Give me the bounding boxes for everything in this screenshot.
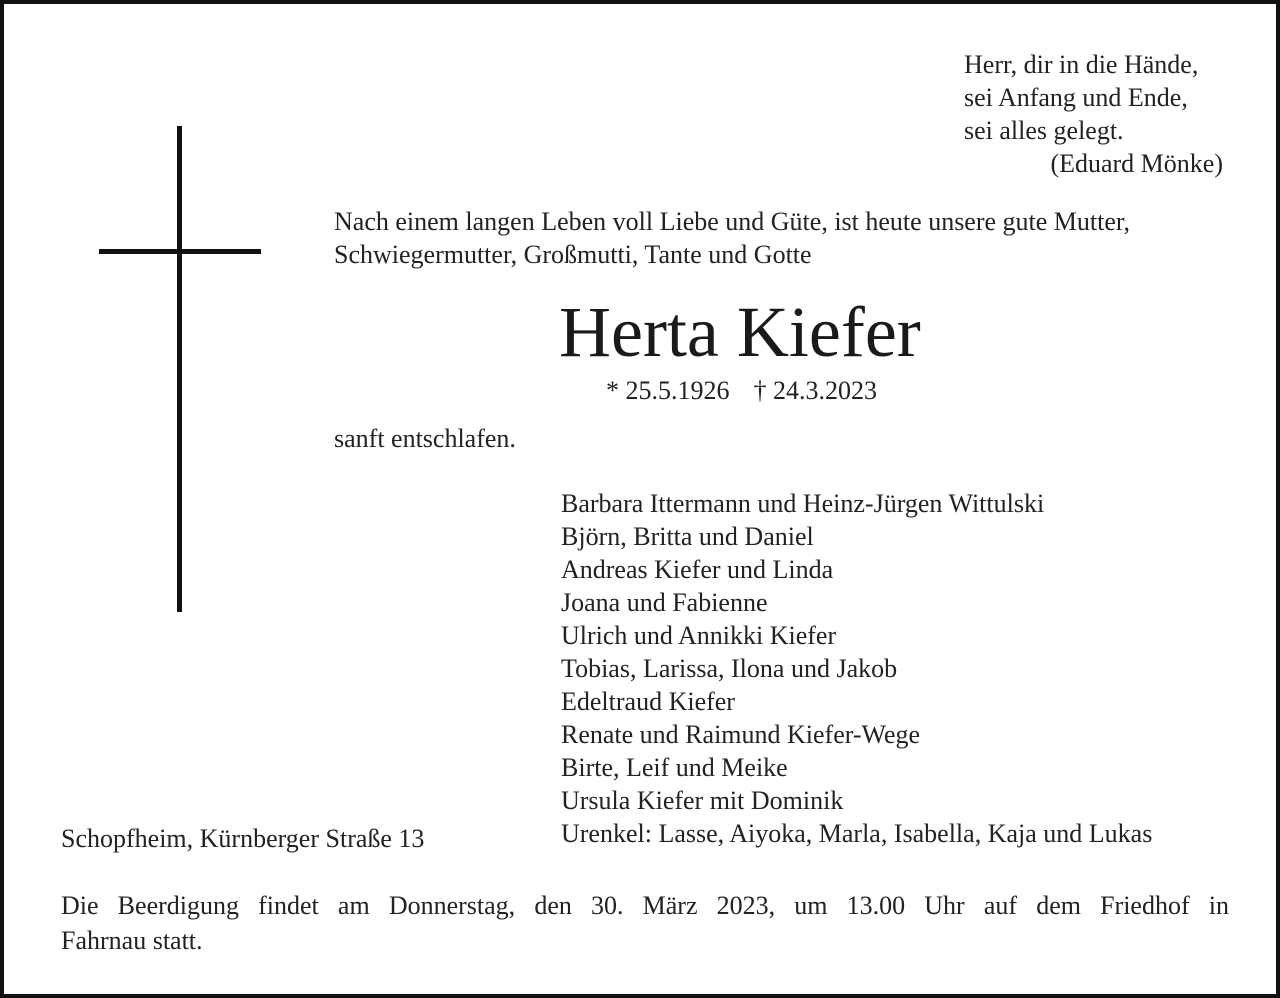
mourner-line: Edeltraud Kiefer	[561, 687, 735, 716]
deceased-name: Herta Kiefer	[559, 292, 921, 372]
cross-vertical-bar	[177, 126, 182, 612]
life-dates	[606, 374, 877, 407]
mourners-list	[561, 487, 1152, 850]
birth-date: * 25.5.1926	[606, 376, 730, 405]
funeral-line: Fahrnau statt.	[61, 926, 203, 955]
cross-icon	[99, 126, 261, 612]
funeral-info	[61, 888, 1229, 958]
mourner-line: Renate und Raimund Kiefer-Wege	[561, 720, 921, 749]
mourner-line: Urenkel: Lasse, Aiyoka, Marla, Isabella, Kaja und Lukas	[561, 819, 1153, 848]
motto-line: Herr, dir in die Hände,	[964, 50, 1199, 79]
motto-author: (Eduard Mönke)	[1050, 149, 1223, 178]
intro-line: Nach einem langen Leben voll Liebe und Güte, ist heute unsere gute Mutter,	[334, 207, 1131, 236]
closing-text: sanft entschlafen.	[334, 424, 516, 453]
intro-line: Schwiegermutter, Großmutti, Tante und Gotte	[334, 240, 812, 269]
mourner-line: Björn, Britta und Daniel	[561, 522, 814, 551]
funeral-line: Die Beerdigung findet am Donnerstag, den 30. März 2023, um 13.00 Uhr auf dem Friedhof in	[61, 891, 1229, 920]
motto-verse	[964, 48, 1234, 180]
mourner-line: Ursula Kiefer mit Dominik	[561, 786, 844, 815]
motto-line: sei alles gelegt.	[964, 116, 1124, 145]
mourner-line: Ulrich und Annikki Kiefer	[561, 621, 837, 650]
mourner-line: Birte, Leif und Meike	[561, 753, 788, 782]
mourner-line: Andreas Kiefer und Linda	[561, 555, 834, 584]
cross-horizontal-bar	[99, 249, 261, 254]
intro-text	[334, 205, 1234, 271]
mourner-line: Joana und Fabienne	[561, 588, 768, 617]
mourner-line: Tobias, Larissa, Ilona und Jakob	[561, 654, 898, 683]
mourner-line: Barbara Ittermann und Heinz-Jürgen Wittulski	[561, 489, 1045, 518]
motto-line: sei Anfang und Ende,	[964, 83, 1188, 112]
death-date: † 24.3.2023	[753, 376, 877, 405]
address: Schopfheim, Kürnberger Straße 13	[61, 824, 425, 853]
